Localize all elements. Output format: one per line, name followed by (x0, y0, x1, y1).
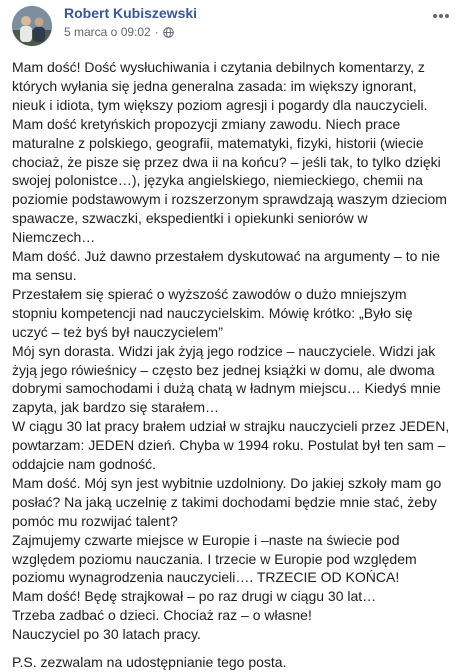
post-ps-note: P.S. zezwalam na udostępnianie tego posta. (12, 654, 287, 671)
post-paragraph: W ciągu 30 lat pracy brałem udział w strajku nauczycieli przez JEDEN, powtarzam: JEDEN dzień. Chyba w 1994 roku. Postulat był ten sam – oddajcie nam godność. (12, 418, 450, 473)
post-paragraph: Mam dość! Dość wysłuchiwania i czytania debilnych komentarzy, z których wyłania się jedna generalna zasada: im większy ignorant, nieuk i idiota, tym większy poziom agresji i pogardy dla nauczycieli. Mam dość kretyńskich propozycji zmiany zawodu. Niech prace maturalne z polskiego, geografii, matematyki, fizyki, historii (wiecie chociaż, że pisze się przez dwa ii na końcu? – jeśli tak, to tylko dzięki swojej polonistce…), języka angielskiego, niemieckiego, chemii na poziomie podstawowym i rozszerzonym sprawdzają waszym dzieciom spawacze, szwaczki, ekspedientki i opiekunki seniorów w Niemczech… (12, 59, 447, 246)
post-paragraph: Mój syn dorasta. Widzi jak żyją jego rodzice – nauczyciele. Widzi jak żyją jego rówieśnicy – często bez jednej książki w domu, ale dwoma dobrymi samochodami i dużą chatą w ładnym miejscu… Kiedyś mnie zapyta, jak bardzo się starałem… (12, 342, 441, 416)
post-body (12, 58, 452, 672)
post-header (10, 3, 455, 47)
post-paragraph: Przestałem się spierać o wyższość zawodów o dużo mniejszym stopniu kompetencji nad nauczycielskim. Mówię krótko: „Było się uczyć – też byś był nauczycielem” (12, 285, 413, 340)
post-paragraph: Nauczyciel po 30 latach pracy. (12, 626, 201, 643)
avatar-photo (12, 6, 52, 46)
more-horizontal-icon[interactable] (431, 9, 451, 23)
avatar[interactable] (12, 6, 52, 46)
meta-separator: · (154, 25, 159, 39)
post-paragraph: Zajmujemy czwarte miejsce w Europie i –naste na świecie pod względem poziomu nauczania. I trzecie w Europie pod względem poziomu wynagrodzenia nauczycieli…. TRZECIE OD KOŃCA! (12, 531, 417, 586)
post-paragraph: Mam dość. Już dawno przestałem dyskutować na argumenty – to nie ma sensu. (12, 248, 440, 283)
post-paragraph: Mam dość! Będę strajkował – po raz drugi w ciągu 30 lat… (12, 588, 377, 605)
post-timestamp[interactable]: 5 marca o 09:02 (64, 25, 151, 39)
author-name[interactable]: Robert Kubiszewski (64, 5, 198, 21)
post-meta (64, 25, 174, 39)
post-paragraph: Trzeba zadbać o dzieci. Chociaż raz – o własne! (12, 607, 312, 624)
post-paragraph: Mam dość. Mój syn jest wybitnie uzdolniony. Do jakiej szkoły mam go posłać? Na jaką uczelnię z takimi dochodami będzie mnie stać, żeby pomóc mu rozwijać talent? (12, 474, 442, 529)
globe-icon[interactable] (163, 27, 174, 38)
